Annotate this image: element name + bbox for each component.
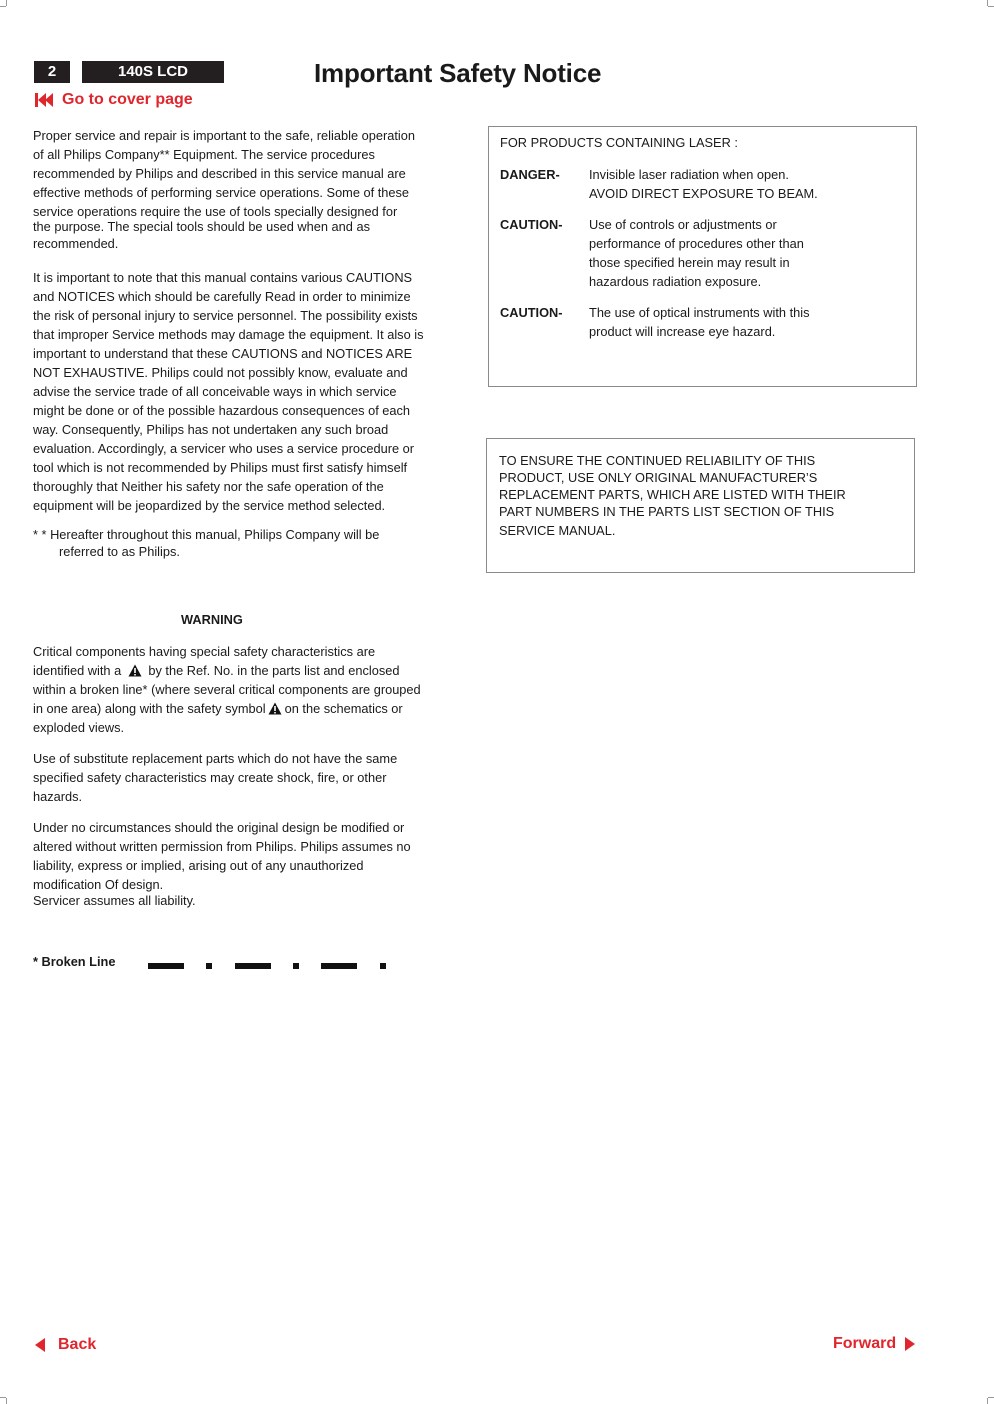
crop-mark xyxy=(987,0,988,6)
page-title: Important Safety Notice xyxy=(314,58,602,88)
intro-line: recommended by Philips and described in this service manual are xyxy=(33,166,406,181)
warning-line: modification Of design. xyxy=(33,877,164,892)
cautions-line: evaluation. Accordingly, a servicer who uses a service procedure or xyxy=(33,441,415,456)
warning-paragraph-3 xyxy=(33,818,461,894)
cautions-line: It is important to note that this manual contains various CAUTIONS xyxy=(33,270,413,285)
back-button[interactable] xyxy=(34,1336,96,1354)
intro-line: recommended. xyxy=(33,236,119,251)
cautions-line: might be done or of the possible hazardous consequences of each xyxy=(33,403,411,418)
crop-mark xyxy=(987,1398,988,1404)
warning-line: liability, express or implied, arising out of any unauthorized xyxy=(33,858,364,873)
broken-line-dot xyxy=(380,963,386,969)
broken-line-dash xyxy=(321,963,357,969)
intro-paragraph-cont xyxy=(33,218,461,253)
warning-line: hazards. xyxy=(33,789,83,804)
parts-line: PRODUCT, USE ONLY ORIGINAL MANUFACTURER’S xyxy=(499,470,818,485)
intro-line: of all Philips Company** Equipment. The service procedures xyxy=(33,147,375,162)
danger-line: AVOID DIRECT EXPOSURE TO BEAM. xyxy=(589,186,818,201)
page-number: 2 xyxy=(34,61,70,83)
warning-line: exploded views. xyxy=(33,720,125,735)
footnote-line: referred to as Philips. xyxy=(59,544,180,559)
cautions-line: the risk of personal injury to service personnel. The possibility exists xyxy=(33,308,418,323)
warning-line: within a broken line* (where several critical components are grouped xyxy=(33,682,421,697)
warning-paragraph-2 xyxy=(33,749,461,806)
warning-line-symbol xyxy=(33,699,461,718)
broken-line-dot xyxy=(206,963,212,969)
intro-line: effective methods of performing service operations. Some of these xyxy=(33,185,410,200)
warning-line-symbol xyxy=(33,661,461,680)
broken-line-dot xyxy=(293,963,299,969)
warning-line: Servicer assumes all liability. xyxy=(33,893,196,908)
parts-line: REPLACEMENT PARTS, WHICH ARE LISTED WITH THEIR xyxy=(499,487,846,502)
model-label: 140S LCD xyxy=(82,61,224,83)
warning-heading: WARNING xyxy=(181,612,243,627)
cautions-line: NOT EXHAUSTIVE. Philips could not possibly know, evaluate and xyxy=(33,365,408,380)
cautions-line: equipment will be jeopardized by the service method selected. xyxy=(33,498,386,513)
cautions-line: important to understand that these CAUTIONS and NOTICES ARE xyxy=(33,346,413,361)
triangle-left-icon xyxy=(34,1337,46,1353)
danger-line: Invisible laser radiation when open. xyxy=(589,167,789,182)
replacement-parts-text xyxy=(499,452,899,539)
crop-mark xyxy=(6,0,7,6)
cautions-paragraph xyxy=(33,268,461,515)
caution-label: CAUTION- xyxy=(500,305,563,320)
warning-line: Under no circumstances should the original design be modified or xyxy=(33,820,405,835)
caution-line: performance of procedures other than xyxy=(589,236,804,251)
intro-paragraph xyxy=(33,126,461,221)
warning-text: by the Ref. No. in the parts list and enclosed xyxy=(148,663,400,678)
warning-text: identified with a xyxy=(33,663,122,678)
warning-line: specified safety characteristics may create shock, fire, or other xyxy=(33,770,387,785)
cautions-line: that improper Service methods may damage the equipment. It also is xyxy=(33,327,424,342)
parts-line: TO ENSURE THE CONTINUED RELIABILITY OF THIS xyxy=(499,453,816,468)
warning-text: in one area) along with the safety symbol xyxy=(33,701,266,716)
caution-label: CAUTION- xyxy=(500,217,563,232)
intro-line: service operations require the use of tools specially designed for xyxy=(33,204,398,219)
skip-to-start-icon xyxy=(34,92,54,108)
intro-line: Proper service and repair is important to the safe, reliable operation xyxy=(33,128,415,143)
caution-text xyxy=(589,215,909,291)
crop-mark xyxy=(6,1398,7,1404)
cautions-line: tool which is not recommended by Philips must first satisfy himself xyxy=(33,460,408,475)
crop-mark xyxy=(988,6,994,7)
forward-button[interactable] xyxy=(833,1335,916,1353)
laser-box-title: FOR PRODUCTS CONTAINING LASER : xyxy=(500,135,738,150)
caution-line: The use of optical instruments with this xyxy=(589,305,810,320)
danger-text xyxy=(589,165,909,203)
broken-line-dash xyxy=(148,963,184,969)
broken-line-dash xyxy=(235,963,271,969)
footnote-line: * * Hereafter throughout this manual, Philips Company will be xyxy=(33,527,380,542)
cautions-line: advise the service trade of all conceivable ways in which service xyxy=(33,384,397,399)
cautions-line: thoroughly that Neither his safety nor the safe operation of the xyxy=(33,479,384,494)
caution-line: hazardous radiation exposure. xyxy=(589,274,762,289)
warning-paragraph-1 xyxy=(33,642,461,737)
forward-label: Forward xyxy=(833,1335,897,1352)
parts-line: SERVICE MANUAL. xyxy=(499,523,616,538)
triangle-right-icon xyxy=(904,1336,916,1352)
cautions-line: way. Consequently, Philips has not undertaken any such broad xyxy=(33,422,389,437)
crop-mark xyxy=(988,1397,994,1398)
caution-line: product will increase eye hazard. xyxy=(589,324,776,339)
warning-paragraph-3-end xyxy=(33,892,461,909)
caution-line: those specified herein may result in xyxy=(589,255,790,270)
warning-text: on the schematics or xyxy=(284,701,403,716)
warning-line: Critical components having special safety characteristics are xyxy=(33,644,376,659)
go-to-cover-link[interactable] xyxy=(34,91,193,109)
parts-line: PART NUMBERS IN THE PARTS LIST SECTION OF THIS xyxy=(499,504,835,519)
warning-line: Use of substitute replacement parts which do not have the same xyxy=(33,751,398,766)
go-to-cover-label: Go to cover page xyxy=(62,91,193,108)
footnote xyxy=(33,526,461,560)
danger-label: DANGER- xyxy=(500,167,560,182)
warning-triangle-icon xyxy=(268,702,282,715)
caution-line: Use of controls or adjustments or xyxy=(589,217,777,232)
warning-line: altered without written permission from Philips. Philips assumes no xyxy=(33,839,411,854)
broken-line-label: * Broken Line xyxy=(33,954,116,969)
back-label: Back xyxy=(58,1336,97,1353)
laser-notice-box xyxy=(488,126,917,387)
replacement-parts-box xyxy=(486,438,915,573)
cautions-line: and NOTICES which should be carefully Read in order to minimize xyxy=(33,289,411,304)
warning-triangle-icon xyxy=(128,664,142,677)
caution-text xyxy=(589,303,909,341)
intro-line: the purpose. The special tools should be used when and as xyxy=(33,219,370,234)
crop-mark xyxy=(0,6,6,7)
